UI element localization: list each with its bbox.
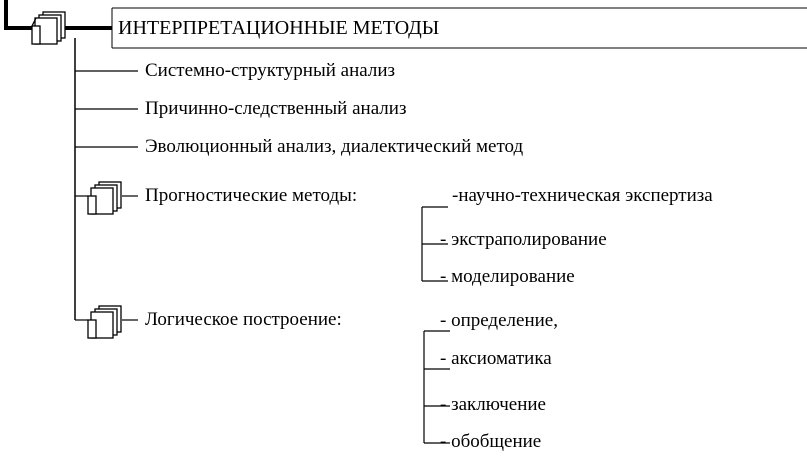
tree-item: Системно-структурный анализ <box>145 60 395 81</box>
group-label-prognostic: Прогностические методы: <box>145 185 358 206</box>
sub-item: -научно-техническая экспертиза <box>452 185 713 206</box>
root-folder-icon <box>32 12 65 44</box>
tree-item: Эволюционный анализ, диалектический метод <box>145 136 524 157</box>
sub-item: - аксиоматика <box>440 348 552 369</box>
diagram-title: ИНТЕРПРЕТАЦИОННЫЕ МЕТОДЫ <box>118 17 440 39</box>
sub-item: - моделирование <box>440 266 575 287</box>
prognostic-folder-icon <box>88 182 121 214</box>
sub-item: - заключение <box>440 394 546 415</box>
logical-folder-icon <box>88 306 121 338</box>
root-connector <box>6 0 32 28</box>
sub-item: - обобщение <box>440 431 542 452</box>
sub-item: - определение, <box>440 310 558 331</box>
group-label-logical: Логическое построение: <box>145 309 342 330</box>
tree-item: Причинно-следственный анализ <box>145 98 407 119</box>
sub-item: - экстраполирование <box>440 229 607 250</box>
